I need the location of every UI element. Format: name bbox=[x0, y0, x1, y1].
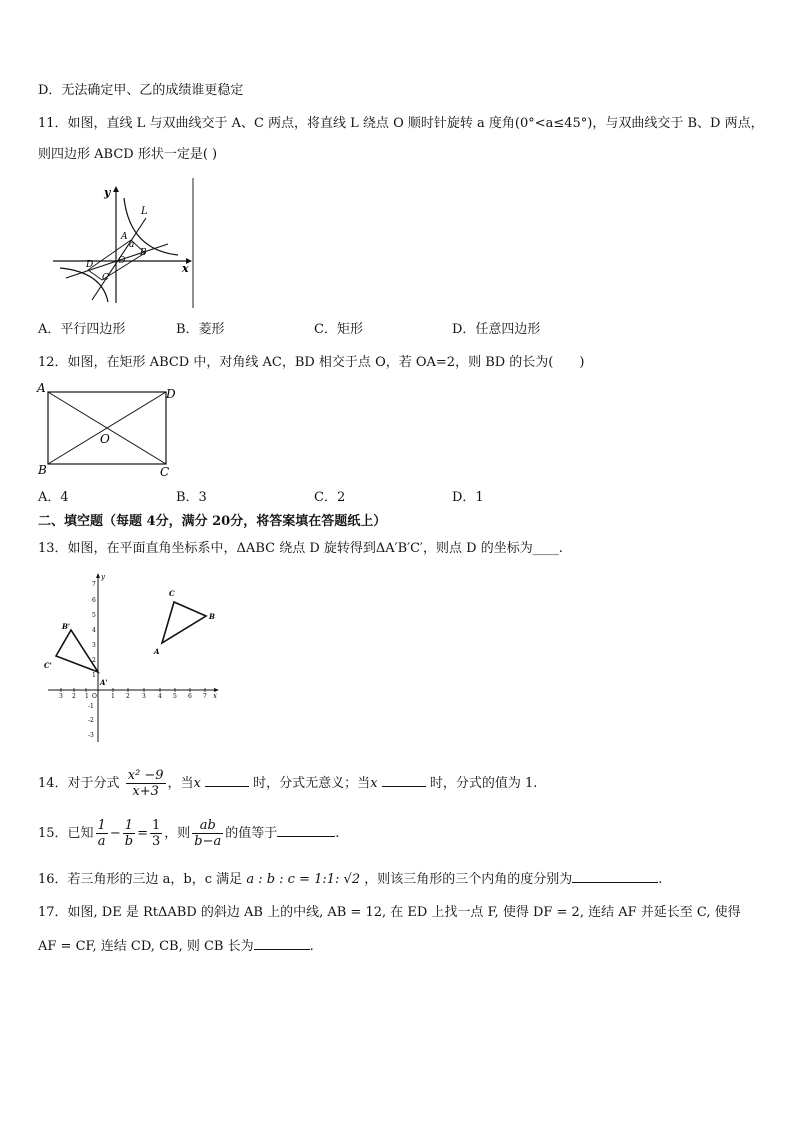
q16-prefix: 16．若三角形的三边 a，b，c 满足 bbox=[38, 872, 243, 887]
q13-x-tick: 2 bbox=[126, 693, 130, 700]
q11-label-o: O bbox=[118, 256, 126, 266]
q11-label-l: L bbox=[141, 206, 148, 217]
q13-y-tick: 2 bbox=[92, 657, 96, 664]
q11-label-a-angle: a bbox=[129, 240, 135, 250]
q13-coordinate-figure bbox=[38, 570, 223, 750]
q15-f1-num: 1 bbox=[97, 818, 106, 833]
q15-end: . bbox=[335, 826, 340, 841]
q13-y-tick: 3 bbox=[92, 642, 96, 649]
q15-prefix: 15．已知 bbox=[38, 826, 94, 841]
q11-option-c: C．矩形 bbox=[314, 322, 363, 337]
q13-x-tick: O bbox=[92, 693, 97, 700]
q14-fraction bbox=[126, 768, 166, 799]
q13-y-tick: 6 bbox=[92, 597, 96, 604]
q11-label-c: C bbox=[102, 273, 109, 283]
q12-label-a: A bbox=[37, 381, 46, 395]
q12-option-c: C．2 bbox=[314, 490, 346, 505]
q11-label-d: D bbox=[86, 260, 94, 270]
q12-text: 12．如图，在矩形 ABCD 中，对角线 AC，BD 相交于点 O，若 OA=2，则 BD 的长为( ) bbox=[38, 355, 585, 370]
q14-answer-blank-1[interactable] bbox=[205, 772, 249, 787]
q14-prefix: 14．对于分式 bbox=[38, 776, 120, 791]
q15-fraction-1a bbox=[96, 818, 108, 849]
q12-rectangle-figure bbox=[36, 382, 186, 478]
q16-ratio: a : b : c = 1:1: √2 bbox=[246, 872, 361, 887]
q11-option-a: A．平行四边形 bbox=[38, 322, 126, 337]
q13-label-a-prime: A' bbox=[100, 678, 108, 687]
q11-hyperbola-figure bbox=[38, 178, 198, 308]
q15-f2-den: b bbox=[124, 834, 134, 849]
q15-answer-blank[interactable] bbox=[277, 822, 335, 837]
q15-f1-den: a bbox=[97, 834, 106, 849]
q15-f2-num: 1 bbox=[123, 818, 135, 834]
q16-answer-blank[interactable] bbox=[572, 868, 658, 883]
q16-end: . bbox=[658, 872, 663, 887]
q15-suffix: 的值等于 bbox=[225, 826, 278, 841]
q13-label-c-prime: C' bbox=[44, 661, 52, 670]
q13-x-tick: 3 bbox=[59, 693, 63, 700]
q11-text-line2: 则四边形 ABCD 形状一定是( ) bbox=[38, 147, 218, 162]
q16-suffix: ，则该三角形的三个内角的度分别为 bbox=[364, 872, 573, 887]
q13-label-y: y bbox=[101, 573, 105, 581]
q15-mid: ，则 bbox=[164, 826, 191, 841]
q11-option-b: B．菱形 bbox=[176, 322, 225, 337]
q13-x-tick: 7 bbox=[203, 693, 207, 700]
q13-y-tick: 4 bbox=[92, 627, 96, 634]
q13-label-x: x bbox=[213, 692, 217, 700]
q13-label-b-prime: B' bbox=[62, 622, 71, 631]
q15-equals: = bbox=[137, 826, 148, 841]
q13-x-tick: 6 bbox=[188, 693, 192, 700]
q15-row bbox=[38, 816, 339, 852]
q13-x-tick: 3 bbox=[142, 693, 146, 700]
q12-option-d: D．1 bbox=[452, 490, 484, 505]
q14-mid2: 时，分式无意义；当 bbox=[253, 776, 371, 791]
q15-f3-num: 1 bbox=[151, 818, 161, 833]
q12-label-c: C bbox=[160, 465, 170, 479]
q12-label-o: O bbox=[100, 432, 110, 446]
q17-text-line2: AF = CF, 连结 CD, CB, 则 CB 长为 bbox=[38, 939, 254, 954]
q14-row bbox=[38, 766, 537, 802]
q15-f4-num: ab bbox=[192, 818, 223, 834]
q14-answer-blank-2[interactable] bbox=[382, 772, 426, 787]
q12-label-b: B bbox=[38, 463, 47, 477]
q15-fraction-1-3 bbox=[150, 818, 162, 849]
q11-text-line1: 11．如图，直线 L 与双曲线交于 A、C 两点，将直线 L 绕点 O 顺时针旋转 a 度角(0°<a≤45°)，与双曲线交于 B、D 两点， bbox=[38, 116, 764, 131]
q13-y-tick: -2 bbox=[88, 717, 94, 724]
q15-fraction-ab bbox=[192, 818, 223, 849]
q13-y-tick: -3 bbox=[88, 732, 94, 739]
q17-text-line1: 17．如图, DE 是 RtΔABD 的斜边 AB 上的中线, AB = 12, 在 ED 上找一点 F, 使得 DF = 2, 连结 AF 并延长至 C, 使得 bbox=[38, 905, 741, 920]
q15-fraction-1b bbox=[123, 818, 135, 849]
q17-end: . bbox=[309, 939, 314, 954]
q15-f3-den: 3 bbox=[151, 834, 161, 849]
q12-option-b: B．3 bbox=[176, 490, 207, 505]
q17-answer-blank[interactable] bbox=[254, 935, 310, 950]
q16-row bbox=[38, 868, 662, 889]
q14-suffix: 时，分式的值为 1. bbox=[429, 776, 538, 791]
q13-label-a: A bbox=[154, 647, 160, 656]
section-title-fill-in: 二、填空题（每题 4分，满分 20分，将答案填在答题纸上） bbox=[38, 514, 387, 529]
q14-var2: x bbox=[370, 776, 378, 791]
q13-text: 13．如图，在平面直角坐标系中，ΔABC 绕点 D 旋转得到ΔA′B′C′，则点 D 的坐标为____. bbox=[38, 541, 563, 556]
q13-label-b: B bbox=[209, 612, 215, 621]
q13-x-tick: 1 bbox=[111, 693, 115, 700]
q11-option-d: D．任意四边形 bbox=[452, 322, 541, 337]
q14-numerator: x² −9 bbox=[127, 768, 164, 783]
q13-x-tick: 1 bbox=[85, 693, 89, 700]
q13-y-tick: -1 bbox=[88, 703, 94, 710]
q12-label-d: D bbox=[166, 387, 176, 401]
q14-mid1: ，当 bbox=[167, 776, 194, 791]
q15-minus: − bbox=[109, 826, 121, 841]
q11-label-x: x bbox=[182, 262, 189, 275]
q14-denominator: x+3 bbox=[132, 784, 159, 799]
q13-x-tick: 2 bbox=[72, 693, 76, 700]
q13-y-tick: 7 bbox=[92, 581, 96, 588]
q14-var1: x bbox=[193, 776, 201, 791]
q12-option-a: A．4 bbox=[38, 490, 69, 505]
q11-label-b: B bbox=[140, 248, 147, 258]
q13-label-c: C bbox=[169, 589, 175, 598]
q13-y-tick: 5 bbox=[92, 612, 96, 619]
q13-y-tick: 1 bbox=[92, 672, 96, 679]
q11-label-a-point: A bbox=[121, 232, 128, 242]
q10-option-d: D．无法确定甲、乙的成绩谁更稳定 bbox=[38, 83, 244, 98]
q13-x-tick: 4 bbox=[158, 693, 162, 700]
q15-f4-den: b−a bbox=[194, 834, 222, 849]
q11-label-y: y bbox=[104, 186, 111, 199]
q13-x-tick: 5 bbox=[173, 693, 177, 700]
q17-row2 bbox=[38, 935, 314, 956]
